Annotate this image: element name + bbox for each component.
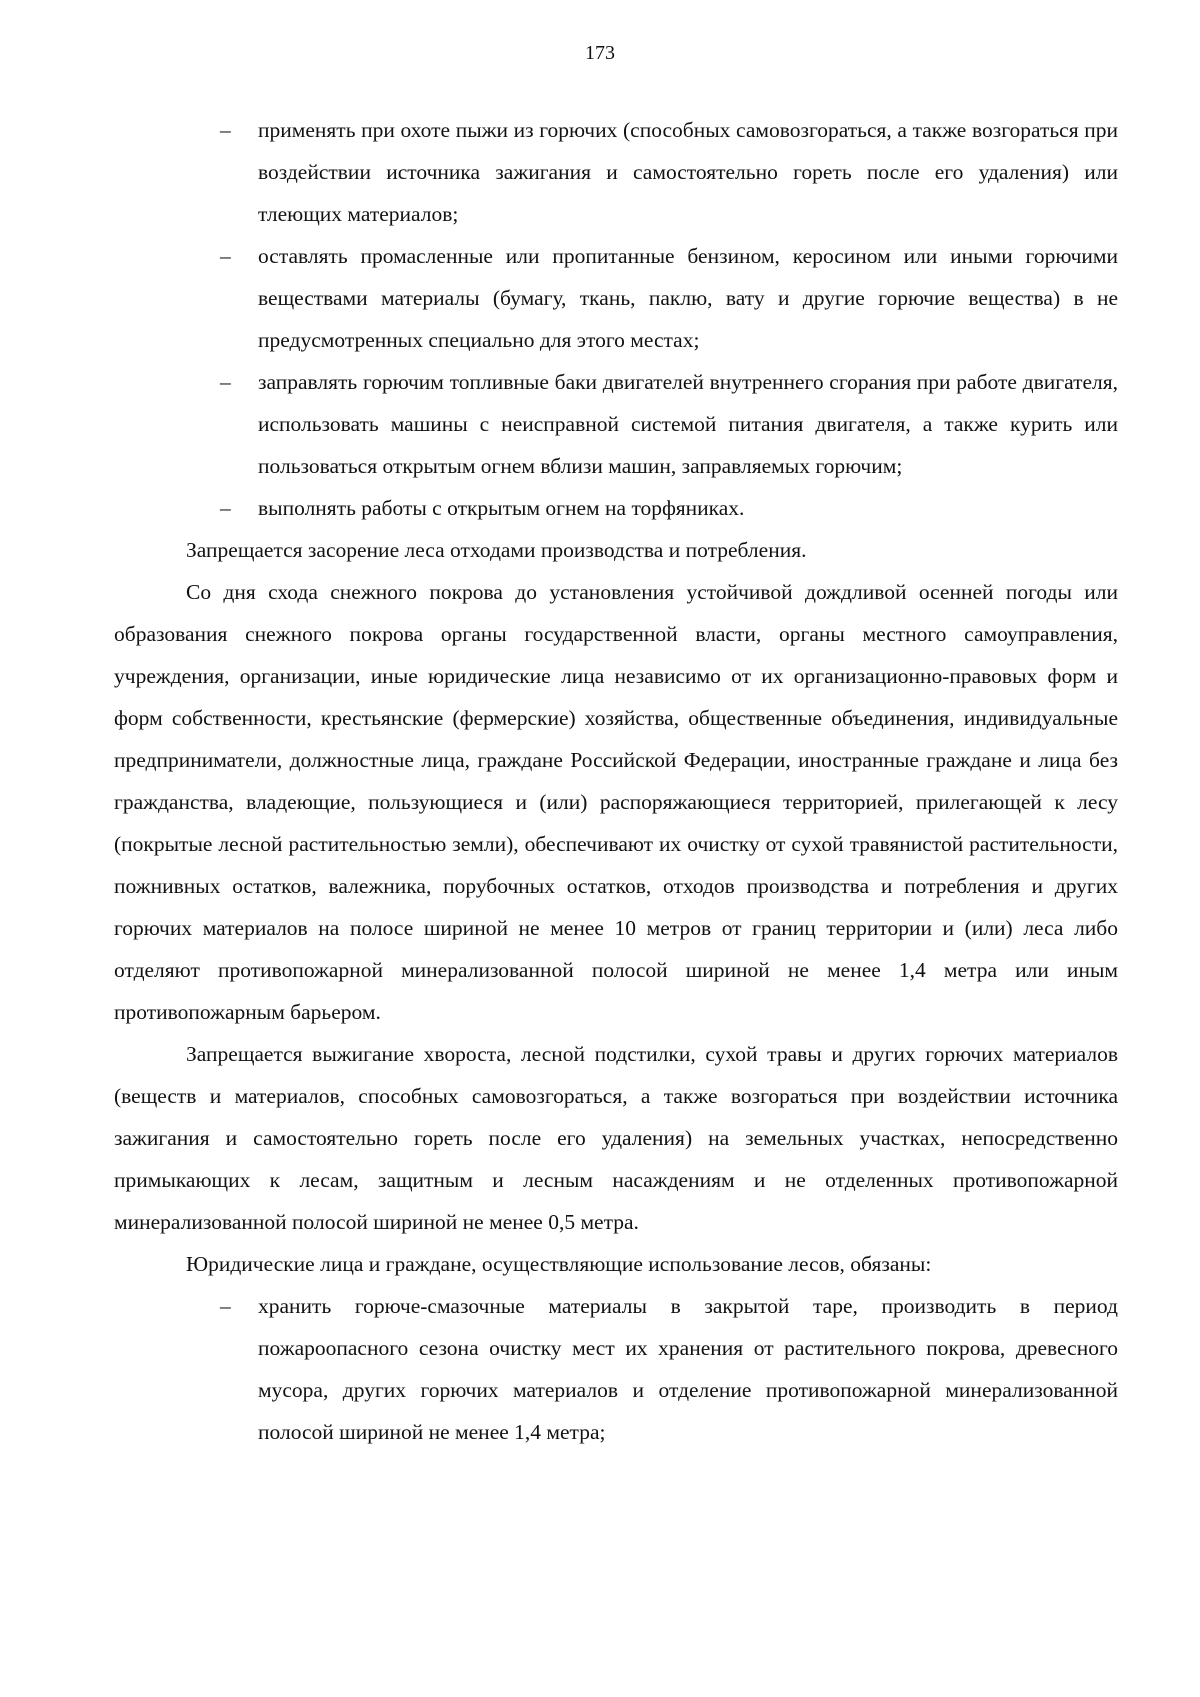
paragraph-obligations-intro: Юридические лица и граждане, осуществляющие использование лесов, обязаны: [186, 1252, 932, 1276]
paragraph-littering-ban: Запрещается засорение леса отходами производства и потребления. [186, 538, 807, 562]
paragraph-clearing-obligation: Со дня схода снежного покрова до установления устойчивой дождливой осенней погоды или образования снежного покрова органы государственной власти, органы местного самоуправления, учреждения, организации, иные юридические лица независимо от их организационно-правовых форм и форм собственности, крестьянские (фермерские) хозяйства, общественные объединения, индивидуальные предприниматели, должностные лица, граждане Российской Федерации, иностранные граждане и лица без гражданства, владеющие, пользующиеся и (или) распоряжающиеся территорией, прилегающей к лесу (покрытые лесной растительностью земли), обеспечивают их очистку от сухой травянистой растительности, пожнивных остатков, валежника, порубочных остатков, отходов производства и потребления и других горючих материалов на полосе шириной не менее 10 метров от границ территории и (или) леса либо отделяют противопожарной минерализованной полосой шириной не менее 1,4 метра или иным противопожарным барьером. [114, 580, 1118, 1024]
prohibited-actions-list [114, 109, 1118, 529]
list-item-text: выполнять работы с открытым огнем на торфяниках. [258, 496, 745, 520]
list-item-text: заправлять горючим топливные баки двигателей внутреннего сгорания при работе двигателя, использовать машины с неисправной системой питания двигателя, а также курить или пользоваться открытым огнем вблизи машин, заправляемых горючим; [258, 370, 1118, 478]
dash-bullet: – [220, 1294, 231, 1318]
page-content [114, 109, 1118, 1453]
dash-bullet: – [220, 370, 231, 394]
list-item-text: хранить горюче-смазочные материалы в закрытой таре, производить в период пожароопасного сезона очистку мест их хранения от растительного покрова, древесного мусора, других горючих материалов и отделение противопожарной минерализованной полосой шириной не менее 1,4 метра; [258, 1294, 1118, 1444]
paragraph-burning-ban: Запрещается выжигание хвороста, лесной подстилки, сухой травы и других горючих материалов (веществ и материалов, способных самовозгораться, а также возгораться при воздействии источника зажигания и самостоятельно гореть после его удаления) на земельных участках, непосредственно примыкающих к лесам, защитным и лесным насаждениям и не отделенных противопожарной минерализованной полосой шириной не менее 0,5 метра. [114, 1042, 1118, 1234]
list-item [114, 487, 1118, 529]
list-item-text: оставлять промасленные или пропитанные бензином, керосином или иными горючими веществами материалы (бумагу, ткань, паклю, вату и другие горючие вещества) в не предусмотренных специально для этого местах; [258, 244, 1118, 352]
obligations-list [114, 1285, 1118, 1453]
list-item [114, 361, 1118, 487]
page-number: 173 [585, 42, 615, 64]
dash-bullet: – [220, 496, 231, 520]
list-item [114, 109, 1118, 235]
list-item [114, 1285, 1118, 1453]
list-item-text: применять при охоте пыжи из горючих (способных самовозгораться, а также возгораться при воздействии источника зажигания и самостоятельно гореть после его удаления) или тлеющих материалов; [258, 118, 1118, 226]
dash-bullet: – [220, 118, 231, 142]
list-item [114, 235, 1118, 361]
dash-bullet: – [220, 244, 231, 268]
